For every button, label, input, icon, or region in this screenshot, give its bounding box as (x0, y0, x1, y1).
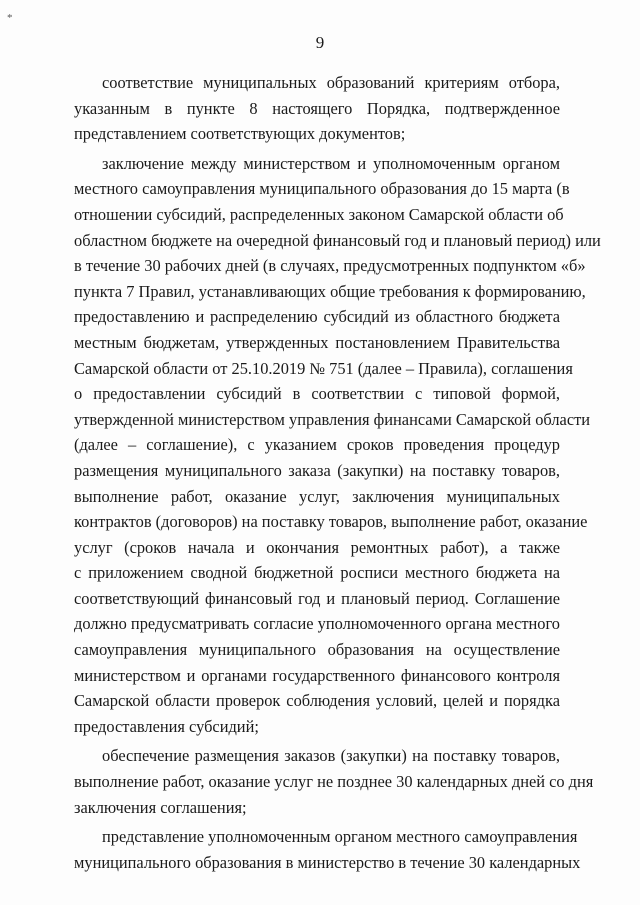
text-line: контрактов (договоров) на поставку товаров, выполнение работ, оказание (74, 512, 588, 532)
page-number: 9 (315, 33, 325, 52)
text-line: министерством и органами государственного финансового контроля (74, 665, 560, 685)
text-line: заключения соглашения; (74, 797, 247, 817)
text-line: должно предусматривать согласие уполномоченного органа местного (74, 614, 560, 634)
text-line: представлением соответствующих документов; (74, 124, 406, 144)
text-line: предоставления субсидий; (74, 716, 259, 736)
text-line: утвержденной министерством управления финансами Самарской области (74, 409, 591, 429)
text-line: с приложением сводной бюджетной росписи местного бюджета на (74, 563, 560, 583)
text-line: отношении субсидий, распределенных законом Самарской области об (74, 204, 564, 224)
text-line: самоуправления муниципального образования на осуществление (74, 640, 560, 660)
text-line: заключение между министерством и уполномоченным органом (102, 153, 560, 173)
text-line: местного самоуправления муниципального образования до 15 марта (в (74, 179, 570, 199)
corner-mark: * (7, 12, 13, 24)
paragraph-1 (74, 70, 560, 147)
text-line: (далее – соглашение), с указанием сроков проведения процедур (74, 435, 560, 455)
text-line: размещения муниципального заказа (закупки) на поставку товаров, (74, 460, 560, 480)
paragraph-4 (74, 824, 581, 875)
text-line: указанным в пункте 8 настоящего Порядка, подтвержденное (74, 98, 560, 118)
text-line: обеспечение размещения заказов (закупки) на поставку товаров, (102, 746, 560, 766)
text-line: областном бюджете на очередной финансовый год и плановый период) или (74, 230, 601, 250)
text-line: пункта 7 Правил, устанавливающих общие требования к формированию, (74, 281, 586, 301)
text-line: Самарской области от 25.10.2019 № 751 (далее – Правила), соглашения (74, 358, 573, 378)
text-line: соответствие муниципальных образований критериям отбора, (102, 73, 560, 92)
paragraph-3 (74, 743, 594, 820)
text-line: выполнение работ, оказание услуг не позднее 30 календарных дней со дня (74, 772, 594, 792)
text-line: услуг (сроков начала и окончания ремонтных работ), а также (74, 537, 560, 557)
text-line: муниципального образования в министерство в течение 30 календарных (74, 852, 581, 872)
text-line: местным бюджетам, утвержденных постановлением Правительства (74, 332, 560, 352)
text-line: выполнение работ, оказание услуг, заключения муниципальных (74, 486, 560, 506)
text-line: представление уполномоченным органом местного самоуправления (102, 827, 578, 847)
text-line: Самарской области проверок соблюдения условий, целей и порядка (74, 691, 560, 711)
text-line: соответствующий финансовый год и плановый период. Соглашение (74, 588, 560, 608)
text-line: о предоставлении субсидий в соответствии с типовой формой, (74, 384, 560, 404)
text-line: в течение 30 рабочих дней (в случаях, предусмотренных подпунктом «б» (74, 256, 586, 276)
document-body (74, 70, 601, 875)
text-line: предоставлению и распределению субсидий из областного бюджета (74, 307, 560, 327)
paragraph-2 (74, 151, 601, 740)
